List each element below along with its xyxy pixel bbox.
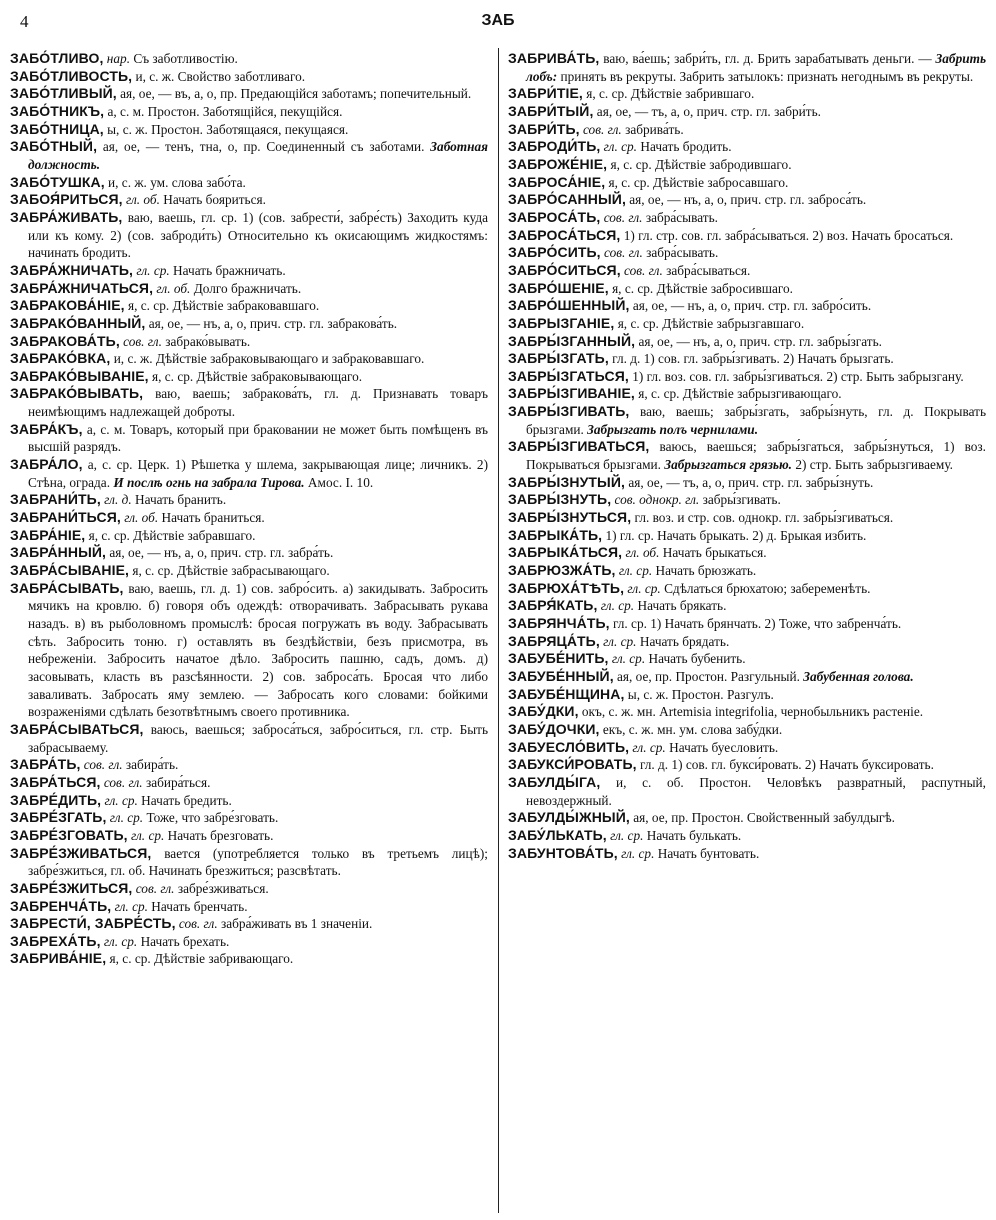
dictionary-entry (508, 138, 986, 156)
dictionary-entry (508, 633, 986, 651)
entry-headword: ЗАБРИ́ТЫЙ, (508, 102, 594, 119)
entry-definition: а, с. м. Простон. Заботящійся, пекущійся. (107, 103, 343, 119)
entry-headword: ЗАБРЫКА́ТЬСЯ, (508, 544, 623, 561)
entry-grammar: гл. ср. (611, 651, 646, 667)
entry-headword: ЗАБУБЕ́НИТЬ, (508, 650, 609, 667)
entry-definition: и, с. ж. Свойство заботливаго. (135, 68, 306, 84)
entry-definition: Сдѣлаться брюхатою; забеременѣть. (664, 580, 871, 596)
entry-example: Забрызгать полъ чернилами. (587, 421, 759, 437)
entry-reference: 2) стр. Быть забрызгиваему. (795, 457, 953, 473)
entry-headword: ЗАБРОСА́НІЕ, (508, 173, 606, 190)
entry-definition: забра́сывать. (645, 209, 718, 225)
dictionary-entry (508, 739, 986, 757)
entry-grammar: сов. гл. (624, 262, 663, 278)
dictionary-entry (10, 209, 488, 262)
entry-headword: ЗАБУБЕ́НЩИНА, (508, 685, 625, 702)
entry-definition: ваю, ва́ешь; забри́ть, гл. д. Брить зарабатывать деньги. — (603, 51, 932, 66)
entry-grammar: гл. ср. (621, 845, 655, 861)
dictionary-entry (508, 85, 986, 103)
entry-definition: а, с. ср. Церк. 1) Рѣшетка у шлема, закрывающая лице; личникъ. 2) Стѣна, ограда. (28, 457, 488, 490)
entry-headword: ЗАБРА́СЫВАТЬСЯ, (10, 720, 144, 737)
entry-headword: ЗАБО́ТЛИВОСТЬ, (10, 67, 133, 84)
entry-definition: ваю, ваешь; забры́згать, забры́знуть, гл. д. Покрывать брызгами. (526, 404, 986, 437)
dictionary-entry (10, 950, 488, 968)
entry-example: Заботная должность. (28, 139, 488, 172)
dictionary-entry (508, 809, 986, 827)
entry-headword: ЗАБРЫ́ЗГИВАТЬ, (508, 403, 630, 420)
entry-definition: а, с. м. Товаръ, который при браковании не может быть помѣщенъ въ высшій разрядъ. (28, 421, 488, 455)
entry-definition: я, с. ср. Дѣйствіе забрызгавшаго. (617, 315, 805, 331)
entry-definition: Начать бунтовать. (657, 845, 760, 861)
dictionary-entry (508, 580, 986, 598)
entry-headword: ЗАБРЯ́КАТЬ, (508, 597, 598, 614)
entry-definition: Начать бродить. (640, 139, 732, 155)
entry-definition: Начать булькать. (646, 827, 742, 843)
entry-headword: ЗАБРЕ́ЗЖИВАТЬСЯ, (10, 844, 152, 861)
entry-headword: ЗАБРАКО́ВАННЫЙ, (10, 314, 146, 331)
entry-definition: я, с. ср. Дѣйствіе забродившаго. (610, 156, 792, 172)
dictionary-entry (10, 68, 488, 86)
entry-grammar: гл. ср. (632, 739, 666, 755)
entry-reference: Амос. І. 10. (307, 474, 374, 490)
dictionary-entry (10, 456, 488, 491)
entry-definition: Тоже, что забре́зговать. (146, 810, 279, 826)
entry-headword: ЗАБРЕСТИ́, ЗАБРЕ́СТЬ, (10, 915, 176, 932)
dictionary-entry (508, 50, 986, 85)
entry-grammar: сов. гл. (123, 333, 162, 349)
entry-definition: Начать браниться. (161, 510, 265, 526)
dictionary-entry (508, 562, 986, 580)
dictionary-entry (10, 491, 488, 509)
entry-definition: Начать брезговать. (167, 827, 274, 843)
entry-headword: ЗАБУНТОВА́ТЬ, (508, 844, 618, 861)
entry-definition: забре́зживаться. (177, 880, 269, 896)
dictionary-entry (10, 915, 488, 933)
entry-headword: ЗАБРА́СЫВАНІЕ, (10, 562, 130, 579)
entry-definition: я, с. ср. Дѣйствіе забривающаго. (109, 951, 294, 967)
entry-definition: Начать буесловить. (669, 739, 779, 755)
entry-definition: ая, ое, пр. Простон. Свойственный забулдыгѣ. (633, 810, 895, 826)
entry-definition: Начать бубенить. (648, 651, 746, 667)
dictionary-entry (10, 809, 488, 827)
entry-definition: екъ, с. ж. мн. ум. слова забу́дки. (602, 721, 783, 737)
entry-grammar: гл. ср. (136, 262, 170, 278)
entry-definition: и, с. ж. ум. слова забо́та. (108, 174, 246, 190)
entry-grammar: сов. гл. (135, 880, 175, 896)
entry-example: И послѣ огнь на забрала Тирова. (113, 474, 305, 490)
entry-grammar: нар. (106, 51, 131, 66)
dictionary-entry (10, 756, 488, 774)
entry-headword: ЗАБО́ТНИКЪ, (10, 102, 105, 119)
dictionary-entry (508, 209, 986, 227)
entry-definition: забра́сывать. (646, 245, 719, 261)
dictionary-entry (10, 580, 488, 721)
dictionary-entry (10, 138, 488, 173)
dictionary-entry (10, 368, 488, 386)
entry-grammar: сов. гл. (178, 916, 218, 932)
entry-definition: ы, с. ж. Простон. Разгулъ. (627, 686, 774, 702)
entry-definition: гл. воз. и стр. сов. однокр. гл. забры́згиваться. (634, 510, 894, 526)
entry-definition: гл. ср. 1) Начать брянчать. 2) Тоже, что забренча́ть. (613, 616, 902, 631)
entry-grammar: гл. об. (124, 510, 159, 526)
entry-headword: ЗАБУ́ЛЬКАТЬ, (508, 826, 607, 843)
entry-headword: ЗАБРЫ́ЗНУТЬСЯ, (508, 509, 632, 526)
dictionary-entry (508, 491, 986, 509)
entry-headword: ЗАБРА́ТЬСЯ, (10, 773, 101, 790)
entry-definition: я, с. ср. Дѣйствіе забрызгивающаго. (638, 386, 842, 402)
entry-grammar: гл. об. (156, 280, 191, 296)
page-header (0, 12, 996, 36)
entry-definition: вается (употребляется только въ третьемъ лицѣ); забре́зжиться, гл. об. Начинать брезжиться; разсвѣтать. (28, 845, 488, 879)
entry-grammar: сов. однокр. гл. (614, 492, 700, 508)
entry-headword: ЗАБУЛДЫ́ГА, (508, 773, 601, 790)
dictionary-entry (508, 174, 986, 192)
entry-headword: ЗАБРА́ЖНИЧАТЬ, (10, 261, 134, 278)
entry-definition: Начать бренчать. (151, 898, 248, 914)
dictionary-entry (10, 933, 488, 951)
entry-definition: Начать бредить. (141, 792, 232, 808)
dictionary-entry (10, 350, 488, 368)
dictionary-entry (508, 227, 986, 245)
entry-headword: ЗАБРЮЗЖА́ТЬ, (508, 562, 616, 579)
dictionary-entry (10, 191, 488, 209)
entry-headword: ЗАБУЕСЛО́ВИТЬ, (508, 738, 630, 755)
entry-grammar: гл. ср. (603, 633, 637, 649)
entry-definition: Начать бояриться. (163, 192, 266, 208)
entry-definition: забра́сываться. (666, 262, 751, 278)
entry-headword: ЗАБРАКО́ВКА, (10, 350, 111, 367)
entry-headword: ЗАБРЫ́ЗГИВАНІЕ, (508, 385, 635, 402)
entry-headword: ЗАБРЫ́ЗГИВАТЬСЯ, (508, 438, 650, 455)
dictionary-entry (508, 385, 986, 403)
entry-definition: 1) гл. ср. Начать брыкать. 2) д. Брыкая избить. (605, 527, 867, 543)
dictionary-entry (10, 562, 488, 580)
entry-headword: ЗАБРЕХА́ТЬ, (10, 932, 101, 949)
entry-definition: 1) гл. стр. сов. гл. забра́сываться. 2) воз. Начать бросаться. (623, 227, 954, 243)
dictionary-entry (508, 527, 986, 545)
entry-definition: ая, ое, пр. Простон. Разгульный. (617, 668, 800, 684)
entry-headword: ЗАБРО́САННЫЙ, (508, 191, 626, 208)
entry-grammar: сов. гл. (604, 245, 643, 261)
dictionary-entry (10, 774, 488, 792)
entry-headword: ЗАБРЯНЧА́ТЬ, (508, 615, 610, 631)
entry-headword: ЗАБУКСИ́РОВАТЬ, (508, 756, 637, 773)
entry-headword: ЗАБРОЖЕ́НІЕ, (508, 155, 608, 172)
entry-headword: ЗАБРА́ТЬ, (10, 756, 81, 773)
entry-headword: ЗАБРЫ́ЗГАННЫЙ, (508, 332, 636, 349)
entry-definition: забра́живать въ 1 значеніи. (221, 916, 373, 932)
entry-definition: ая, ое, — нъ, а, о, прич. стр. гл. забро́сить. (632, 298, 872, 314)
entry-headword: ЗАБРАКО́ВЫВАНІЕ, (10, 367, 149, 384)
dictionary-entry (10, 827, 488, 845)
entry-definition: и, с. об. Простон. Человѣкъ развратный, распутный, невоздержный. (526, 774, 986, 808)
entry-headword: ЗАБРЫЗГАНІЕ, (508, 314, 615, 331)
dictionary-entry (508, 597, 986, 615)
entry-headword: ЗАБУЛДЫ́ЖНЫЙ, (508, 809, 630, 826)
entry-headword: ЗАБРА́СЫВАТЬ, (10, 579, 124, 596)
column-divider (498, 48, 499, 1213)
dictionary-entry (508, 474, 986, 492)
dictionary-entry (508, 721, 986, 739)
entry-headword: ЗАБО́ТУШКА, (10, 173, 105, 190)
dictionary-entry (10, 50, 488, 68)
entry-definition: ая, ое, — нъ, а, о, прич. стр. гл. забры́згать. (638, 333, 882, 349)
dictionary-entry (10, 315, 488, 333)
dictionary-entry (508, 368, 986, 386)
entry-grammar: сов. гл. (582, 121, 622, 137)
entry-headword: ЗАБРА́ЛО, (10, 456, 83, 473)
entry-definition: ваюсь, ваешься; заброса́ться, забро́ситься, гл. стр. Быть забрасываему. (28, 721, 488, 755)
entry-definition: забрако́вывать. (165, 333, 251, 349)
entry-grammar: гл. об. (625, 545, 660, 561)
entry-headword: ЗАБРОСА́ТЬСЯ, (508, 226, 621, 243)
entry-headword: ЗАБРА́ННЫЙ, (10, 544, 107, 561)
entry-definition: Начать бражничать. (173, 262, 286, 278)
entry-definition: ая, ое, — тенъ, тна, о, пр. Соединенный съ заботами. (102, 139, 425, 155)
entry-grammar: гл. ср. (103, 933, 138, 949)
entry-grammar: гл. д. (104, 492, 132, 508)
entry-definition: ая, ое, — тъ, а, о, прич. стр. гл. забри́ть. (596, 103, 821, 119)
entry-headword: ЗАБРО́СИТЬСЯ, (508, 261, 621, 278)
dictionary-entry (10, 845, 488, 880)
dictionary-entry (10, 262, 488, 280)
entry-definition: Съ заботливостію. (133, 51, 238, 66)
dictionary-entry (508, 438, 986, 473)
entry-headword: ЗАБРЫ́ЗНУТЬ, (508, 491, 612, 508)
dictionary-entry (10, 280, 488, 298)
entry-definition: ваю, ваешь; забракова́ть, гл. д. Признавать товаръ неимѣющимъ надлежащей доброты. (28, 386, 488, 420)
entry-definition: ая, ое, — нъ, а, о, прич. стр. гл. заброса́ть. (629, 192, 867, 208)
entry-grammar: сов. гл. (603, 209, 643, 225)
entry-grammar: сов. гл. (83, 757, 123, 773)
dictionary-entry (508, 297, 986, 315)
entry-definition: Начать брякать. (637, 598, 727, 614)
entry-headword: ЗАБРЫ́ЗГАТЬ, (508, 350, 609, 367)
entry-definition: ая, ое, — нъ, а, о, прич. стр. гл. забракова́ть. (148, 315, 398, 331)
entry-headword: ЗАБО́ТНИЦА, (10, 120, 104, 137)
entry-headword: ЗАБРИ́ТІЕ, (508, 85, 583, 102)
entry-headword: ЗАБРАКОВА́НІЕ, (10, 297, 125, 314)
dictionary-entry (10, 103, 488, 121)
entry-headword: ЗАБРИВА́ТЬ, (508, 50, 600, 66)
dictionary-entry (508, 191, 986, 209)
dictionary-entry (508, 686, 986, 704)
entry-grammar: гл. ср. (131, 827, 165, 843)
dictionary-entry (10, 509, 488, 527)
entry-definition: ая, ое, — нъ, а, о, прич. стр. гл. забра́ть. (109, 545, 334, 561)
entry-grammar: гл. об. (125, 192, 160, 208)
entry-headword: ЗАБРО́СИТЬ, (508, 244, 601, 261)
entry-definition: я, с. ср. Дѣйствіе забраковавшаго. (127, 298, 320, 314)
entry-headword: ЗАБО́ТЛИВЫЙ, (10, 85, 117, 102)
entry-headword: ЗАБРИВА́НІЕ, (10, 950, 107, 967)
entry-definition: ая, ое, — тъ, а, о, прич. стр. гл. забры́знуть. (628, 474, 874, 490)
entry-headword: ЗАБРА́ЖИВАТЬ, (10, 208, 123, 225)
dictionary-entry (508, 103, 986, 121)
entry-example: Забрызгаться грязью. (664, 457, 793, 473)
entry-grammar: гл. ср. (109, 810, 144, 826)
dictionary-entry (508, 244, 986, 262)
entry-definition: забира́ться. (145, 774, 211, 790)
entry-definition: Начать брюзжать. (655, 563, 757, 579)
dictionary-entry (10, 544, 488, 562)
entry-headword: ЗАБРО́ШЕННЫЙ, (508, 297, 630, 314)
entry-headword: ЗАБУБЕ́ННЫЙ, (508, 667, 614, 684)
dictionary-entry (10, 792, 488, 810)
entry-headword: ЗАБРЫКА́ТЬ, (508, 526, 603, 543)
dictionary-entry (508, 703, 986, 721)
entry-headword: ЗАБРОСА́ТЬ, (508, 208, 601, 225)
dictionary-entry (508, 333, 986, 351)
dictionary-entry (10, 527, 488, 545)
dictionary-entry (508, 280, 986, 298)
entry-headword: ЗАБРИ́ТЬ, (508, 120, 580, 137)
entry-definition: гл. д. 1) сов. гл. забры́згивать. 2) Начать брызгать. (612, 351, 894, 367)
entry-definition: Начать брыкаться. (662, 545, 767, 561)
entry-definition: Начать брядать. (639, 633, 730, 649)
entry-definition: ы, с. ж. Простон. Заботящаяся, пекущаяся. (107, 121, 349, 137)
entry-definition: и, с. ж. Дѣйствіе забраковывающаго и забраковавшаго. (113, 351, 425, 367)
entry-headword: ЗАБРЕ́ДИТЬ, (10, 791, 102, 808)
entry-grammar: гл. ср. (600, 598, 635, 614)
entry-headword: ЗАБРАНИ́ТЬСЯ, (10, 509, 121, 526)
entry-headword: ЗАБУ́ДОЧКИ, (508, 720, 600, 737)
dictionary-entry (10, 297, 488, 315)
entry-definition: я, с. ср. Дѣйствіе забрившаго. (586, 86, 755, 102)
entry-headword: ЗАБО́ТНЫЙ, (10, 138, 98, 155)
entry-headword: ЗАБРАКО́ВЫВАТЬ, (10, 385, 144, 402)
page-number: 4 (20, 12, 29, 31)
dictionary-entry (10, 721, 488, 756)
entry-headword: ЗАБРАНИ́ТЬ, (10, 491, 101, 508)
dictionary-entry (508, 845, 986, 863)
entry-definition: я, с. ср. Дѣйствіе забросавшаго. (608, 174, 789, 190)
entry-headword: ЗАБРА́ЖНИЧАТЬСЯ, (10, 279, 154, 296)
entry-grammar: гл. ср. (104, 792, 138, 808)
entry-headword: ЗАБРЕ́ЗЖИТЬСЯ, (10, 879, 133, 896)
entry-grammar: гл. ср. (627, 580, 661, 596)
entry-grammar: гл. ср. (603, 139, 638, 155)
entry-headword: ЗАБРЫ́ЗГАТЬСЯ, (508, 367, 629, 384)
entry-grammar: гл. ср. (618, 563, 653, 579)
dictionary-entry (508, 350, 986, 368)
entry-definition: забира́ть. (125, 757, 179, 773)
entry-definition: окъ, с. ж. мн. Artemisia integrifolia, чернобыльникъ растеніе. (581, 704, 924, 720)
dictionary-entry (508, 121, 986, 139)
dictionary-entry (508, 315, 986, 333)
dictionary-entry (508, 403, 986, 438)
entry-definition: я, с. ср. Дѣйствіе забраковывающаго. (152, 368, 363, 384)
entry-definition: ваю, ваешь, гл. ср. 1) (сов. забрести́, забре́сть) Заходить куда или къ кому. 2) (сов. заброди́ть) Относительно къ окисающимъ жидкостямъ: начинать бродить. (28, 209, 488, 261)
entry-headword: ЗАБРО́ШЕНІЕ, (508, 279, 609, 296)
entry-definition: я, с. ср. Дѣйствіе забросившаго. (612, 280, 793, 296)
dictionary-entry (10, 898, 488, 916)
entry-grammar: гл. ср. (114, 898, 148, 914)
entry-headword: ЗАБРЫ́ЗНУТЫЙ, (508, 473, 625, 490)
dictionary-entry (508, 509, 986, 527)
entry-headword: ЗАБРА́НІЕ, (10, 526, 86, 543)
entry-definition: я, с. ср. Дѣйствіе забравшаго. (88, 527, 256, 543)
entry-headword: ЗАБРЕ́ЗГОВАТЬ, (10, 826, 128, 843)
entry-example: Забрить лобъ: (526, 51, 986, 84)
entry-reference: принять въ рекруты. Забрить затылокъ: признать негоднымъ въ рекруты. (560, 68, 974, 84)
entry-grammar: гл. ср. (610, 827, 644, 843)
dictionary-entry (508, 668, 986, 686)
entry-headword: ЗАБРАКОВА́ТЬ, (10, 332, 120, 349)
dictionary-entry (508, 615, 986, 633)
entry-definition: ая, ое, — въ, а, о, пр. Предающійся заботамъ; попечительный. (120, 86, 472, 102)
entry-definition: забры́згивать. (702, 492, 781, 508)
left-column (10, 50, 488, 1210)
entry-definition: забрива́ть. (625, 121, 684, 137)
dictionary-entry (508, 650, 986, 668)
entry-headword: ЗАБО́ТЛИВО, (10, 50, 104, 66)
dictionary-entry (508, 756, 986, 774)
dictionary-entry (10, 421, 488, 456)
dictionary-entry (508, 262, 986, 280)
entry-headword: ЗАБРЕНЧА́ТЬ, (10, 897, 112, 914)
dictionary-entry (10, 174, 488, 192)
entry-headword: ЗАБРА́КЪ, (10, 420, 83, 437)
entry-headword: ЗАБРЮХА́ТѢТЬ, (508, 579, 625, 596)
dictionary-entry (10, 385, 488, 420)
entry-example: Забубенная голова. (803, 668, 914, 684)
dictionary-entry (508, 774, 986, 809)
entry-definition: Начать брехать. (140, 933, 230, 949)
entry-definition: ваюсь, ваешься; забры́згаться, забры́знуться, 1) воз. Покрываться брызгами. (526, 439, 986, 473)
entry-definition: ваю, ваешь, гл. д. 1) сов. забро́сить. а) закидывать. Забросить мячикъ на кровлю. б) говоря объ одеждѣ: отворачивать. Забрасывать рукава назадъ. в) въ рыболовномъ промыслѣ: бросая погружать въ воду. Забрасывать сѣть. Забросить тоню. г) оставлять въ бездѣйствіи, безъ присмотра, въ небреженіи. Забросить начатое дѣло. Забросить пашню, садъ, домъ. д) засовывать, класть въ разсѣянности. 2) сов. заброса́ть. Бросая что либо заваливать. Забросать яму землею. — Забросать кого словами: бойкими возраженіями сдѣлать безотвѣтнымъ своего противника. (28, 580, 488, 720)
entry-headword: ЗАБОЯ́РИТЬСЯ, (10, 191, 123, 208)
dictionary-entry (508, 544, 986, 562)
entry-definition: я, с. ср. Дѣйствіе забрасывающаго. (132, 563, 330, 579)
entry-headword: ЗАБРЯЦА́ТЬ, (508, 632, 600, 649)
entry-definition: Начать бранить. (135, 492, 227, 508)
dictionary-entry (508, 156, 986, 174)
running-head: ЗАБ (481, 12, 515, 29)
entry-headword: ЗАБРОДИ́ТЬ, (508, 138, 601, 155)
entry-headword: ЗАБУ́ДКИ, (508, 703, 579, 720)
dictionary-entry (10, 121, 488, 139)
entry-definition: Долго бражничать. (193, 280, 302, 296)
dictionary-entry (10, 333, 488, 351)
dictionary-entry (10, 880, 488, 898)
entry-definition: гл. д. 1) сов. гл. букси́ровать. 2) Начать буксировать. (639, 757, 934, 773)
dictionary-entry (10, 85, 488, 103)
dictionary-entry (508, 827, 986, 845)
entry-grammar: сов. гл. (103, 774, 143, 790)
entry-headword: ЗАБРЕ́ЗГАТЬ, (10, 809, 107, 826)
right-column (508, 50, 986, 1210)
entry-definition: 1) гл. воз. сов. гл. забры́згиваться. 2) стр. Быть забрызгану. (632, 368, 964, 384)
